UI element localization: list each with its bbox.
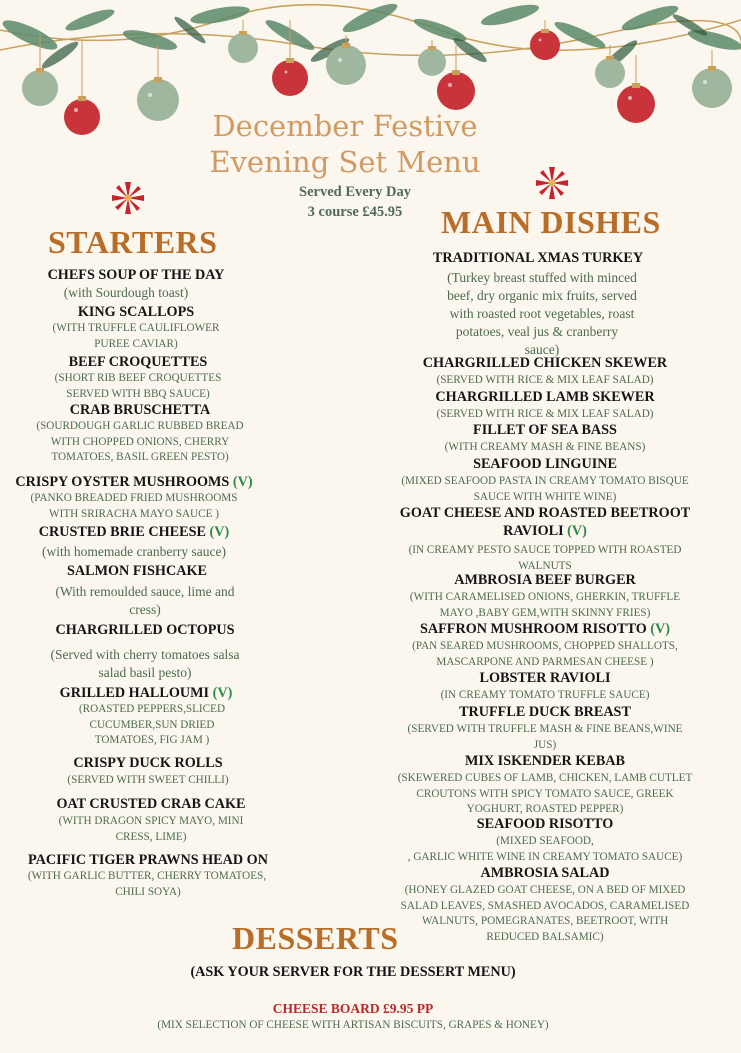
- dessert-note: (ASK YOUR SERVER FOR THE DESSERT MENU): [190, 964, 516, 980]
- menu-item: CRISPY DUCK ROLLS (SERVED WITH SWEET CHILLI): [67, 755, 229, 786]
- main-dishes-heading: MAIN DISHES: [441, 204, 661, 240]
- menu-item: CRISPY OYSTER MUSHROOMS (V) (PANKO BREADED FRIED MUSHROOMS WITH SRIRACHA MAYO SAUCE ): [15, 474, 253, 520]
- menu-item: SEAFOOD RISOTTO (MIXED SEAFOOD, , GARLIC WHITE WINE IN CREAMY TOMATO SAUCE): [407, 816, 683, 863]
- menu-item: SALMON FISHCAKE (With remoulded sauce, lime and cress): [55, 563, 235, 617]
- poinsettia-icon: [110, 180, 146, 216]
- menu-item: CHARGRILLED LAMB SKEWER (SERVED WITH RICE & MIX LEAF SALAD): [435, 389, 655, 420]
- menu-item: AMBROSIA BEEF BURGER (WITH CARAMELISED ONIONS, GHERKIN, TRUFFLE MAYO ,BABY GEM,WITH SKINNY FRIES): [409, 572, 681, 619]
- poinsettia-icon: [534, 165, 570, 201]
- menu-item: CHEFS SOUP OF THE DAY (with Sourdough toast): [47, 267, 225, 300]
- menu-item: BEEF CROQUETTES (SHORT RIB BEEF CROQUETTES SERVED WITH BBQ SAUCE): [54, 354, 222, 400]
- menu-item: GRILLED HALLOUMI (V) (ROASTED PEPPERS,SLICED CUCUMBER,SUN DRIED TOMATOES, FIG JAM ): [59, 685, 233, 746]
- menu-item: CHARGRILLED CHICKEN SKEWER (SERVED WITH RICE & MIX LEAF SALAD): [422, 355, 668, 386]
- menu-item: OAT CRUSTED CRAB CAKE (WITH DRAGON SPICY MAYO, MINI CRESS, LIME): [56, 796, 246, 843]
- menu-item: CRUSTED BRIE CHEESE (V) (with homemade cranberry sauce): [38, 524, 230, 559]
- menu-item: KING SCALLOPS (WITH TRUFFLE CAULIFLOWER PUREE CAVIAR): [52, 304, 220, 350]
- starters-heading: STARTERS: [48, 224, 218, 260]
- menu-item: AMBROSIA SALAD (HONEY GLAZED GOAT CHEESE, ON A BED OF MIXED SALAD LEAVES, SMASHED AVOCADOS, CARAMELISED WALNUTS, POMEGRANATES, BEETROOT, WITH REDUCED BALSAMIC): [400, 865, 690, 943]
- menu-item: SEAFOOD LINGUINE (MIXED SEAFOOD PASTA IN CREAMY TOMATO BISQUE SAUCE WITH WHITE WINE): [401, 456, 689, 503]
- menu-item: GOAT CHEESE AND ROASTED BEETROOT RAVIOLI (V) (IN CREAMY PESTO SAUCE TOPPED WITH ROASTED WALNUTS: [399, 505, 691, 572]
- menu-item: FILLET OF SEA BASS (WITH CREAMY MASH & FINE BEANS): [444, 422, 646, 453]
- set-price: 3 course £45.95: [307, 204, 403, 220]
- menu-item: SAFFRON MUSHROOM RISOTTO (V) (PAN SEARED MUSHROOMS, CHOPPED SHALLOTS, MASCARPONE AND PARMESAN CHEESE ): [412, 621, 678, 668]
- menu-title-line1: December Festive: [212, 109, 478, 143]
- menu-title-line2: Evening Set Menu: [209, 145, 481, 179]
- menu-item: MIX ISKENDER KEBAB (SKEWERED CUBES OF LAMB, CHICKEN, LAMB CUTLET CROUTONS WITH SPICY TOMATO SAUCE, GREEK YOGHURT, ROASTED PEPPER): [397, 753, 693, 815]
- menu-item: CRAB BRUSCHETTA (SOURDOUGH GARLIC RUBBED BREAD WITH CHOPPED ONIONS, CHERRY TOMATOES, BASIL GREEN PESTO): [36, 402, 244, 463]
- served-every-day: Served Every Day: [299, 184, 411, 200]
- menu-item: LOBSTER RAVIOLI (IN CREAMY TOMATO TRUFFLE SAUCE): [440, 670, 650, 701]
- menu-item: TRUFFLE DUCK BREAST (SERVED WITH TRUFFLE MASH & FINE BEANS,WINE JUS): [407, 704, 683, 751]
- desserts-heading: DESSERTS: [232, 920, 399, 956]
- cheese-board: CHEESE BOARD £9.95 PP (MIX SELECTION OF CHEESE WITH ARTISAN BISCUITS, GRAPES & HONEY): [157, 1001, 549, 1031]
- menu-item: CHARGRILLED OCTOPUS (Served with cherry tomatoes salsa salad basil pesto): [50, 622, 240, 680]
- menu-item: TRADITIONAL XMAS TURKEY (Turkey breast stuffed with minced beef, dry organic mix fruits, served with roasted root vegetables, roast potatoes, veal jus & cranberry sauce): [432, 250, 644, 357]
- menu-item: PACIFIC TIGER PRAWNS HEAD ON (WITH GARLIC BUTTER, CHERRY TOMATOES, CHILI SOYA): [27, 852, 268, 898]
